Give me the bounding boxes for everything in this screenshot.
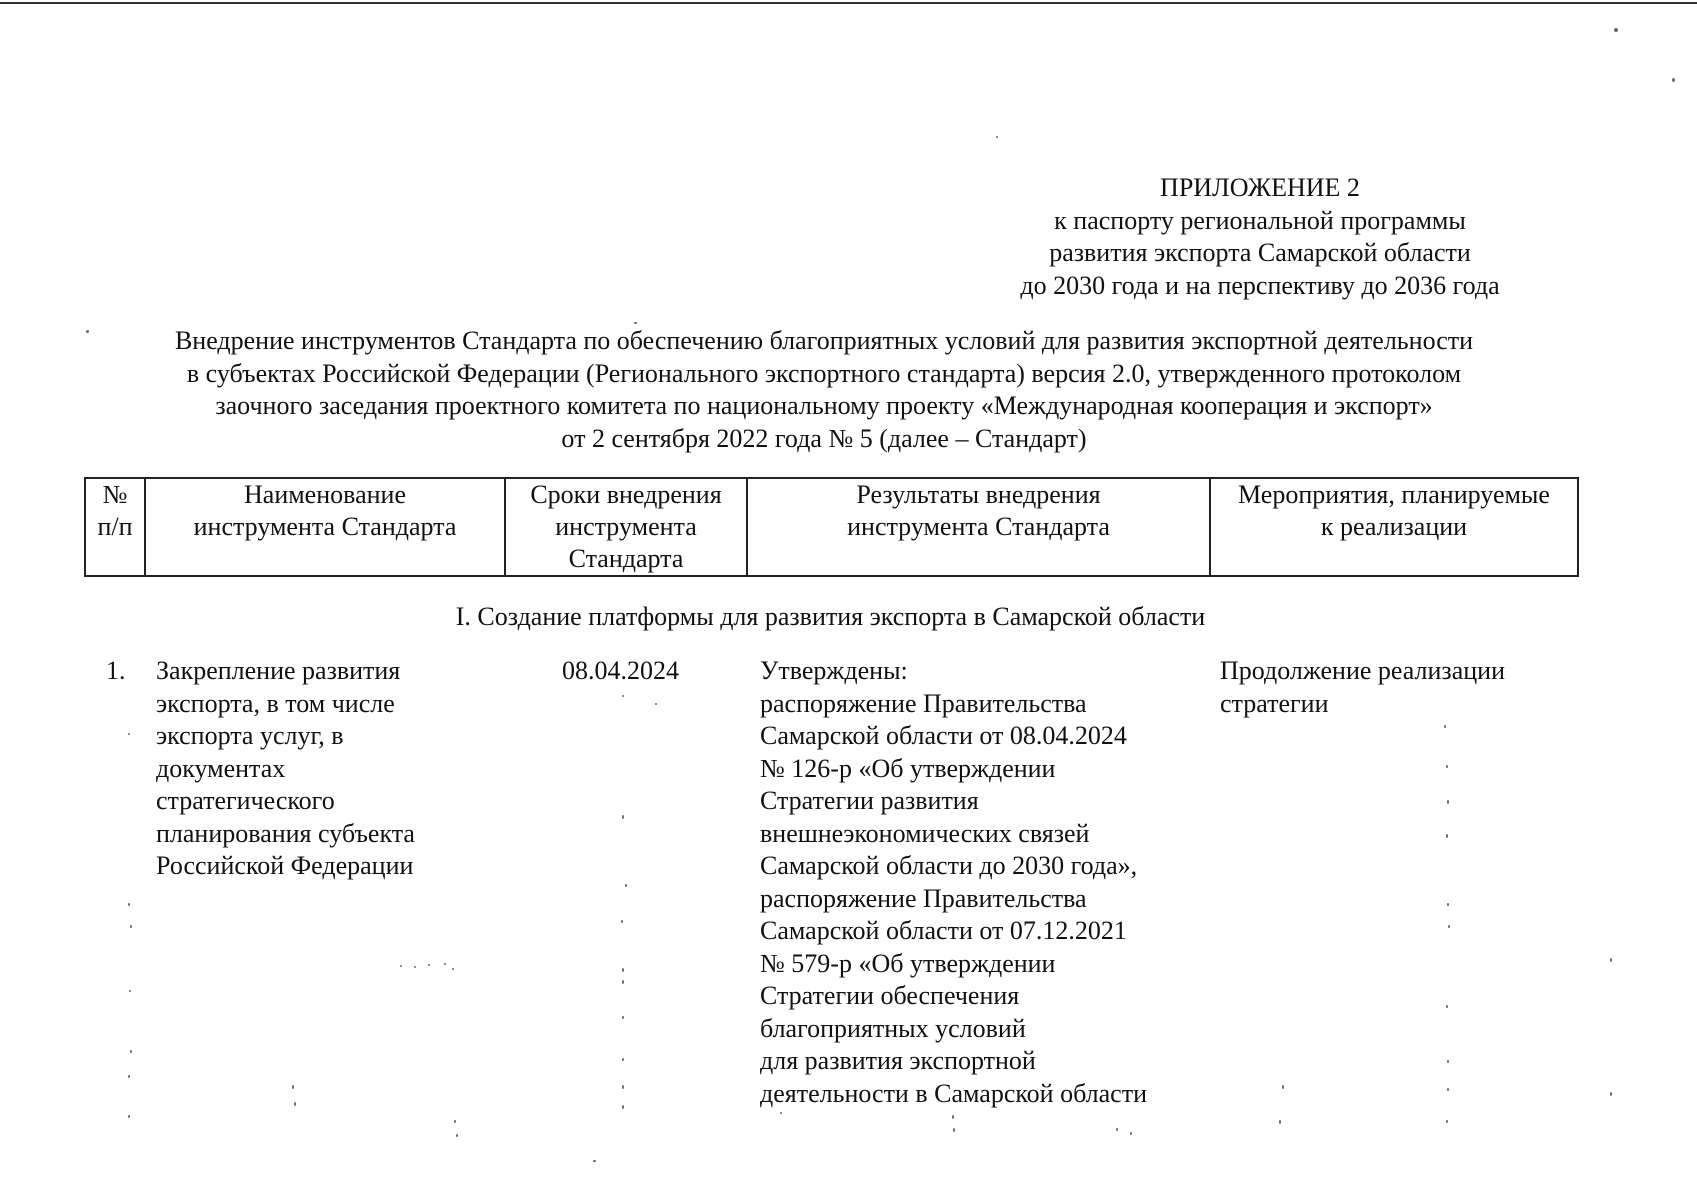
- appendix-heading: [960, 172, 1560, 302]
- scan-speck: [953, 1128, 955, 1132]
- result-line: Самарской области до 2030 года»,: [760, 851, 1138, 880]
- tool-name-line: планирования субъекта: [156, 818, 415, 848]
- section-heading: I. Создание платформы для развития экспорта в Самарской области: [455, 602, 1206, 631]
- scan-speck: [621, 920, 623, 923]
- scan-speck: [1130, 1132, 1132, 1135]
- scan-speck: [292, 1085, 294, 1089]
- tool-name-line: стратегического: [156, 786, 335, 815]
- result-line: распоряжение Правительства: [760, 688, 1087, 718]
- scan-speck: [1448, 925, 1450, 928]
- activities-cell: [1220, 655, 1580, 720]
- column-header-number: № п/п: [85, 478, 145, 576]
- scan-speck: [454, 1120, 456, 1123]
- scan-speck: [1614, 28, 1618, 32]
- scan-speck: [128, 903, 130, 906]
- result-line: Стратегии обеспечения: [760, 981, 1020, 1010]
- title-line: заочного заседания проектного комитета по национальному проекту «Международная кооперация и экспорт»: [215, 391, 1433, 420]
- title-line: от 2 сентября 2022 года № 5 (далее – Стандарт): [561, 423, 1087, 453]
- scan-speck: [86, 330, 89, 333]
- tool-name-line: экспорта услуг, в: [156, 721, 344, 750]
- title-line: в субъектах Российской Федерации (Регионального экспортного стандарта) версия 2.0, утвержденного протоколом: [186, 358, 1462, 388]
- scan-speck: [1446, 834, 1448, 838]
- scan-speck: [456, 1134, 458, 1137]
- scan-speck: [1282, 1085, 1284, 1089]
- table-header-row: [85, 478, 1578, 576]
- scan-speck: [1446, 1120, 1448, 1123]
- column-header-deadline: Сроки внедрения инструмента Стандарта: [505, 478, 747, 576]
- scan-speck: [128, 1075, 130, 1078]
- scan-speck: [622, 980, 624, 984]
- activity-line: стратегии: [1220, 688, 1329, 718]
- result-line: внешнеэкономических связей: [760, 818, 1090, 848]
- scan-speck: [414, 966, 416, 968]
- scan-speck: [1279, 1120, 1281, 1124]
- scan-speck: [1447, 1060, 1449, 1063]
- result-line: благоприятных условий: [760, 1013, 1026, 1043]
- scan-speck: [128, 733, 130, 735]
- scan-speck: [452, 968, 454, 970]
- result-line: Стратегии развития: [760, 786, 979, 815]
- result-line: № 579-р «Об утверждении: [760, 948, 1056, 978]
- scan-speck: [996, 136, 998, 138]
- scan-speck: [128, 1115, 130, 1118]
- document-title: [84, 325, 1564, 455]
- scan-speck: [428, 964, 430, 966]
- scan-speck: [1446, 1005, 1448, 1008]
- row-number: 1.: [106, 656, 126, 685]
- scan-speck: [294, 1102, 296, 1106]
- scan-speck: [622, 1085, 624, 1089]
- scan-speck: [130, 1050, 132, 1053]
- result-line: Самарской области от 07.12.2021: [760, 916, 1127, 945]
- scan-speck: [622, 1058, 624, 1061]
- top-border-line: [0, 2, 1697, 4]
- scan-speck: [1447, 903, 1449, 906]
- tool-name-cell: [156, 655, 496, 883]
- tool-name-line: Российской Федерации: [156, 851, 414, 880]
- scan-speck: [1610, 958, 1612, 962]
- scan-speck: [1447, 800, 1449, 804]
- result-line: деятельности в Самарской области: [760, 1078, 1147, 1108]
- appendix-line: к паспорту региональной программы: [1054, 205, 1466, 235]
- scan-speck: [1444, 725, 1446, 728]
- title-line: Внедрение инструментов Стандарта по обеспечению благоприятных условий для развития экспортной деятельности: [174, 326, 1474, 355]
- table-header: [84, 477, 1579, 577]
- scan-speck: [1672, 78, 1675, 82]
- deadline-cell: 08.04.2024: [562, 656, 679, 685]
- scan-speck: [622, 1105, 624, 1109]
- column-header-tool-name: Наименование инструмента Стандарта: [145, 478, 505, 576]
- result-line: Самарской области от 08.04.2024: [760, 721, 1127, 750]
- activity-line: Продолжение реализации: [1220, 656, 1505, 685]
- scan-speck: [1446, 765, 1448, 768]
- scan-speck: [400, 965, 402, 967]
- results-cell: [760, 655, 1230, 1110]
- scan-speck: [780, 1112, 782, 1114]
- tool-name-line: документах: [156, 753, 286, 783]
- scan-speck: [129, 990, 131, 992]
- scan-speck: [625, 884, 627, 887]
- appendix-label: ПРИЛОЖЕНИЕ 2: [1160, 173, 1360, 202]
- column-header-activities: Мероприятия, планируемые к реализации: [1210, 478, 1578, 576]
- scan-speck: [1116, 1128, 1118, 1131]
- result-line: Утверждены:: [760, 656, 908, 685]
- scan-speck: [622, 1016, 624, 1019]
- tool-name-line: экспорта, в том числе: [156, 688, 395, 718]
- scan-speck: [593, 1160, 596, 1162]
- scan-speck: [1447, 1088, 1449, 1091]
- scan-speck: [622, 695, 624, 697]
- scan-speck: [952, 1115, 954, 1119]
- result-line: для развития экспортной: [760, 1046, 1036, 1075]
- result-line: № 126-р «Об утверждении: [760, 753, 1056, 783]
- tool-name-line: Закрепление развития: [156, 656, 401, 685]
- appendix-line: до 2030 года и на перспективу до 2036 года: [1020, 270, 1500, 300]
- scan-speck: [444, 963, 446, 965]
- scan-speck: [622, 968, 624, 972]
- column-header-results: Результаты внедрения инструмента Стандарта: [747, 478, 1210, 576]
- scan-speck: [622, 815, 624, 819]
- scan-speck: [634, 322, 637, 324]
- result-line: распоряжение Правительства: [760, 883, 1087, 913]
- appendix-line: развития экспорта Самарской области: [1049, 238, 1471, 267]
- scan-speck: [655, 703, 657, 705]
- scan-speck: [130, 925, 132, 928]
- scan-speck: [1610, 1092, 1612, 1096]
